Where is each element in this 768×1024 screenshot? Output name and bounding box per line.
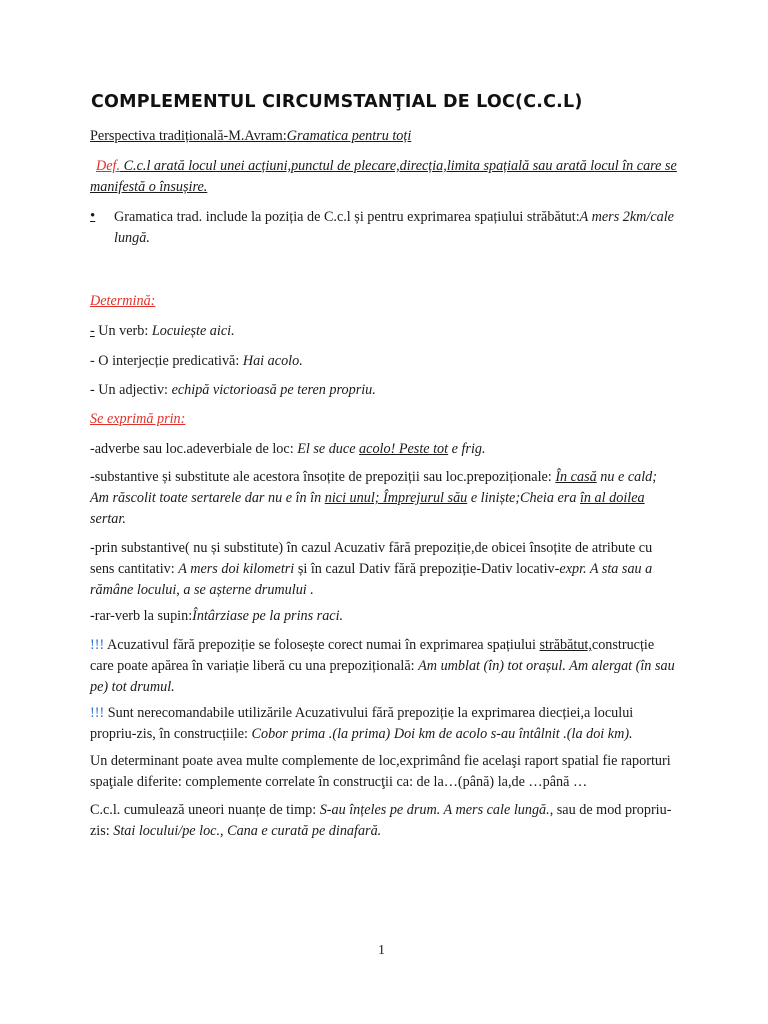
determina-item-interjectie: - O interjecție predicativă: Hai acolo. — [90, 353, 303, 369]
determina-item-verb: - Un verb: Locuiește aici. — [90, 323, 235, 339]
bullet-icon: • — [90, 208, 96, 224]
note-marks: !!! — [90, 705, 105, 721]
se-exprima-heading: Se exprimă prin: — [90, 411, 186, 427]
note-acuzativ-paragraph: !!! Acuzativul fără prepoziție se folosește corect numai în exprimarea spațiului străbătut,construcție care poate apărea în variație liberă cu una prepozițională: Am umblat (în) tot orașul. Am alergat (în sau pe) tot drumul. — [90, 637, 675, 695]
nuante-paragraph: C.c.l. cumulează uneori nuanțe de timp: S-au înțeles pe drum. A mers cale lungă., sau de mod propriu-zis: Stai locului/pe loc., Cana e curată pe dinafară. — [90, 802, 672, 839]
determinant-paragraph: Un determinant poate avea multe complemente de loc,exprimând fie acelaşi raport spatial fie raporturi spaţiale diferite: complemente correlate în construcţii ca: de la…(până) la,de …până … — [90, 753, 671, 790]
bullet-paragraph — [114, 207, 684, 249]
note-nerecomandabile-paragraph: !!! Sunt nerecomandabile utilizările Acuzativului fără prepoziție la exprimarea diecției,a locului propriu-zis, în construcțiile: Cobor prima .(la prima) Doi km de acolo s-au întâlnit .(la doi km). — [90, 705, 634, 742]
definition-text: C.c.l arată locul unei acțiuni,punctul de plecare,direcția,limita spațială sau arată locul în care se manifestă o însușire. — [90, 158, 677, 195]
note-marks: !!! — [90, 637, 105, 653]
acuzativ-paragraph: -prin substantive( nu și substitute) în cazul Acuzativ fără prepoziție,de obicei însoțite de atribute cu sens cantitativ: A mers doi kilometri și în cazul Dativ fără prepoziție-Dativ locativ-expr. A sta sau a rămâne locului, a se așterne drumului . — [90, 540, 653, 598]
perspective-prefix: Perspectiva tradițională-M.Avram: — [90, 128, 287, 144]
determina-heading: Determină: — [90, 293, 156, 309]
perspective-book: Gramatica pentru toți — [286, 128, 412, 144]
definition-label: Def. — [96, 158, 121, 174]
determina-item-adjectiv: - Un adjectiv: echipă victorioasă pe teren propriu. — [90, 382, 376, 398]
perspective-line — [90, 126, 690, 147]
substantive-paragraph: -substantive și substitute ale acestora însoțite de prepoziții sau loc.prepoziționale: În casă nu e cald; Am răscolit toate sertarele dar nu e în în nici unul; Împrejurul său e liniște;Cheia era în al doilea sertar. — [90, 469, 657, 527]
definition-paragraph — [90, 156, 680, 198]
page-number: 1 — [378, 943, 385, 958]
supin-line: -rar-verb la supin:Întârziase pe la prins raci. — [90, 608, 344, 624]
bullet-text: Gramatica trad. include la poziția de C.c.l și pentru exprimarea spațiului străbătut: — [114, 209, 580, 225]
page-title: COMPLEMENTUL CIRCUMSTANŢIAL DE LOC(C.C.L) — [91, 92, 583, 112]
bullet-example: A mers 2km/cale lungă. — [114, 209, 674, 246]
adverbe-line: -adverbe sau loc.adeverbiale de loc: El se duce acolo! Peste tot e frig. — [90, 441, 486, 457]
